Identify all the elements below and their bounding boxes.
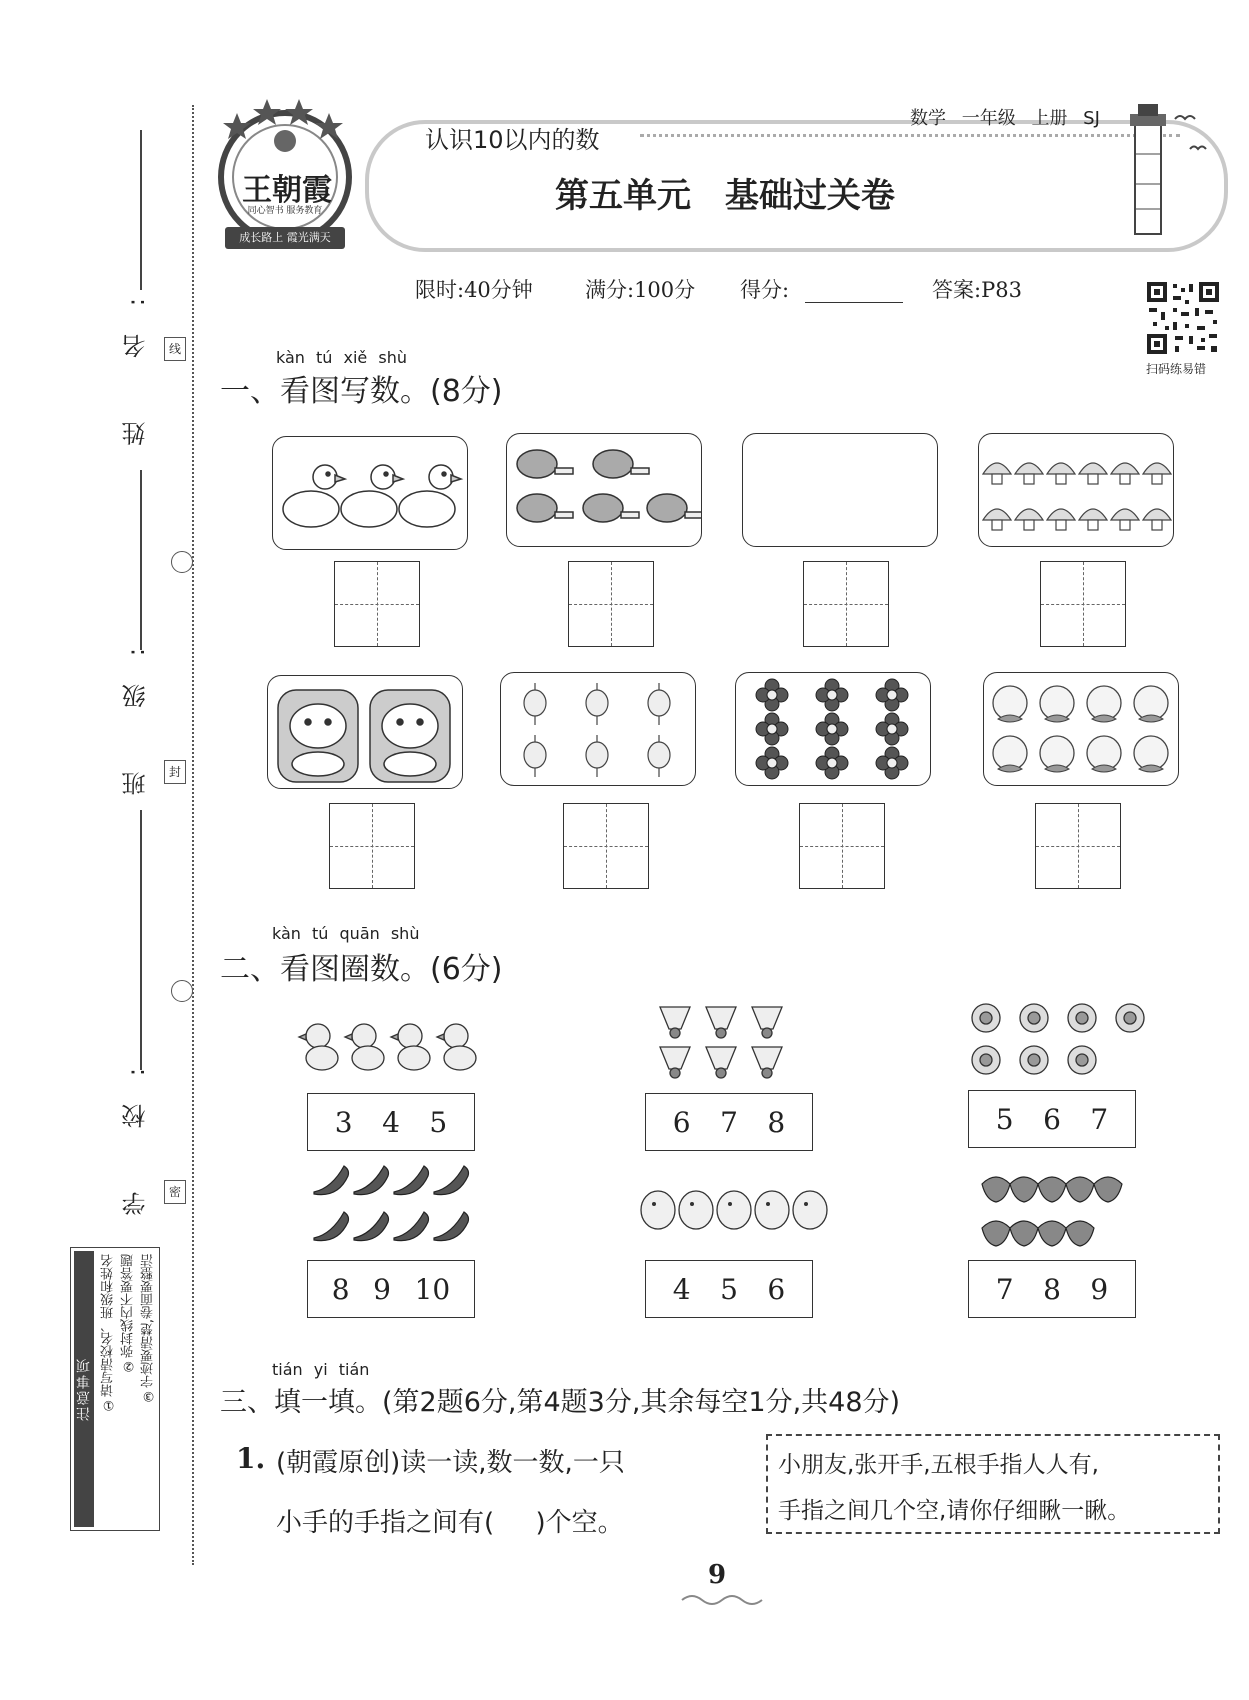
- chick-icon: [296, 1018, 486, 1080]
- tip-line-1: 小朋友,张开手,五根手指人人有,: [778, 1452, 1099, 1478]
- name-label: 姓 名:: [122, 270, 150, 446]
- number-option[interactable]: 10: [414, 1272, 451, 1306]
- tip-line-2: 手指之间几个空,请你仔细瞅一瞅。: [778, 1498, 1131, 1524]
- answer-grid-box[interactable]: [568, 561, 654, 647]
- number-option[interactable]: 8: [331, 1272, 350, 1306]
- seal-tag-mi: 密: [164, 1180, 186, 1204]
- number-option[interactable]: 7: [1090, 1102, 1109, 1136]
- number-option[interactable]: 5: [429, 1105, 448, 1139]
- number-option[interactable]: 9: [373, 1272, 391, 1306]
- seal-circle: [171, 980, 193, 1002]
- number-option[interactable]: 4: [672, 1272, 691, 1306]
- flower-icon: [736, 673, 930, 785]
- number-option[interactable]: 5: [720, 1272, 738, 1306]
- page-number: 9: [708, 1560, 727, 1590]
- section2-title: 二、看图圈数。(6分): [220, 952, 503, 987]
- seal-tag-xian: 线: [164, 337, 186, 361]
- full-score: 满分:100分: [585, 278, 696, 302]
- answer-grid-box[interactable]: [334, 561, 420, 647]
- number-option[interactable]: 9: [1090, 1272, 1109, 1306]
- number-choice-box[interactable]: [307, 1260, 475, 1318]
- picture-flowers: [735, 672, 931, 786]
- number-option[interactable]: 8: [767, 1105, 786, 1139]
- seal-dotted-line: [192, 105, 194, 1565]
- number-option[interactable]: 4: [382, 1105, 400, 1139]
- class-label: 班 级:: [122, 620, 150, 796]
- qr-code-icon[interactable]: [1145, 280, 1221, 356]
- wave-ornament-icon: [680, 1590, 770, 1610]
- section3-title: 三、填一填。(第2题6分,第4题3分,其余每空1分,共48分): [220, 1387, 901, 1418]
- seal-tag-feng: 封: [164, 760, 186, 784]
- chili-pepper-icon: [310, 1162, 480, 1246]
- chick-icon: [638, 1184, 828, 1234]
- number-choice-box[interactable]: [968, 1090, 1136, 1148]
- school-blank: [140, 810, 142, 1070]
- number-option[interactable]: 6: [767, 1272, 786, 1306]
- strawberry-icon: [980, 1168, 1130, 1248]
- picture-lanterns: [500, 672, 696, 786]
- picture-peaches: [983, 672, 1179, 786]
- picture-mushrooms: [978, 433, 1174, 547]
- page-title: 第五单元 基础过关卷: [555, 176, 895, 216]
- tiger-backpack-icon: [268, 676, 462, 788]
- notes-box: [70, 1247, 160, 1531]
- score-blank[interactable]: [805, 302, 903, 303]
- note-item: ②弥封线内不要答题: [121, 1254, 136, 1373]
- daisy-icon: [968, 1000, 1148, 1080]
- section1-pinyin: kàn tú xiě shù: [276, 348, 407, 367]
- logo-sub: 同心智书 服务教育: [247, 206, 323, 216]
- logo-text: 王朝霞: [242, 173, 332, 208]
- number-choice-box[interactable]: [307, 1093, 475, 1151]
- section1-title: 一、看图写数。(8分): [220, 374, 503, 409]
- school-label: 学 校:: [122, 1040, 150, 1216]
- picture-backpacks: [267, 675, 463, 789]
- section3-pinyin: tián yi tián: [272, 1360, 370, 1379]
- question-number: 1.: [236, 1442, 266, 1475]
- lighthouse-icon: [1120, 104, 1220, 244]
- number-choice-box[interactable]: [645, 1093, 813, 1151]
- number-option[interactable]: 6: [1043, 1102, 1061, 1136]
- answer-grid-box[interactable]: [1035, 803, 1121, 889]
- mushroom-icon: [979, 434, 1173, 546]
- number-option[interactable]: 7: [720, 1105, 738, 1139]
- tip-box: [766, 1434, 1220, 1534]
- brand-logo: [205, 95, 375, 265]
- answer-grid-box[interactable]: [799, 803, 885, 889]
- lantern-icon: [501, 673, 695, 785]
- topic-divider: [640, 134, 1180, 137]
- subject-line: 数学 一年级 上册 SJ: [910, 108, 1100, 129]
- peach-icon: [984, 673, 1178, 785]
- ping-pong-paddle-icon: [507, 434, 701, 546]
- note-item: ①请写清校名、班级和姓名: [101, 1254, 116, 1412]
- question-1-line-1: (朝霞原创)读一读,数一数,一只: [276, 1448, 625, 1478]
- number-option[interactable]: 5: [995, 1102, 1014, 1136]
- qr-caption: 扫码练易错: [1146, 362, 1207, 376]
- answer-grid-box[interactable]: [803, 561, 889, 647]
- seal-circle: [171, 551, 193, 573]
- question-1-line-2[interactable]: 小手的手指之间有( )个空。: [276, 1508, 624, 1538]
- picture-paddles: [506, 433, 702, 547]
- note-item: ③字迹要清楚,卷面要整洁: [141, 1254, 156, 1404]
- shuttlecock-icon: [656, 1005, 796, 1081]
- section2-pinyin: kàn tú quān shù: [272, 924, 420, 943]
- number-choice-box[interactable]: [645, 1260, 813, 1318]
- number-option[interactable]: 3: [334, 1105, 353, 1139]
- notes-title: 注意事项: [74, 1251, 94, 1527]
- score-label: 得分:: [740, 278, 790, 302]
- number-option[interactable]: 8: [1043, 1272, 1061, 1306]
- duck-icon: [273, 437, 467, 549]
- topic-label: 认识10以内的数: [425, 126, 600, 154]
- name-blank: [140, 130, 142, 290]
- answer-ref: 答案:P83: [932, 278, 1022, 302]
- picture-empty: [742, 433, 938, 547]
- class-blank: [140, 470, 142, 650]
- time-limit: 限时:40分钟: [415, 278, 533, 302]
- picture-ducks: [272, 436, 468, 550]
- answer-grid-box[interactable]: [1040, 561, 1126, 647]
- number-option[interactable]: 7: [995, 1272, 1014, 1306]
- answer-grid-box[interactable]: [563, 803, 649, 889]
- logo-banner: 成长路上 霞光满天: [239, 231, 331, 244]
- number-choice-box[interactable]: [968, 1260, 1136, 1318]
- number-option[interactable]: 6: [672, 1105, 691, 1139]
- answer-grid-box[interactable]: [329, 803, 415, 889]
